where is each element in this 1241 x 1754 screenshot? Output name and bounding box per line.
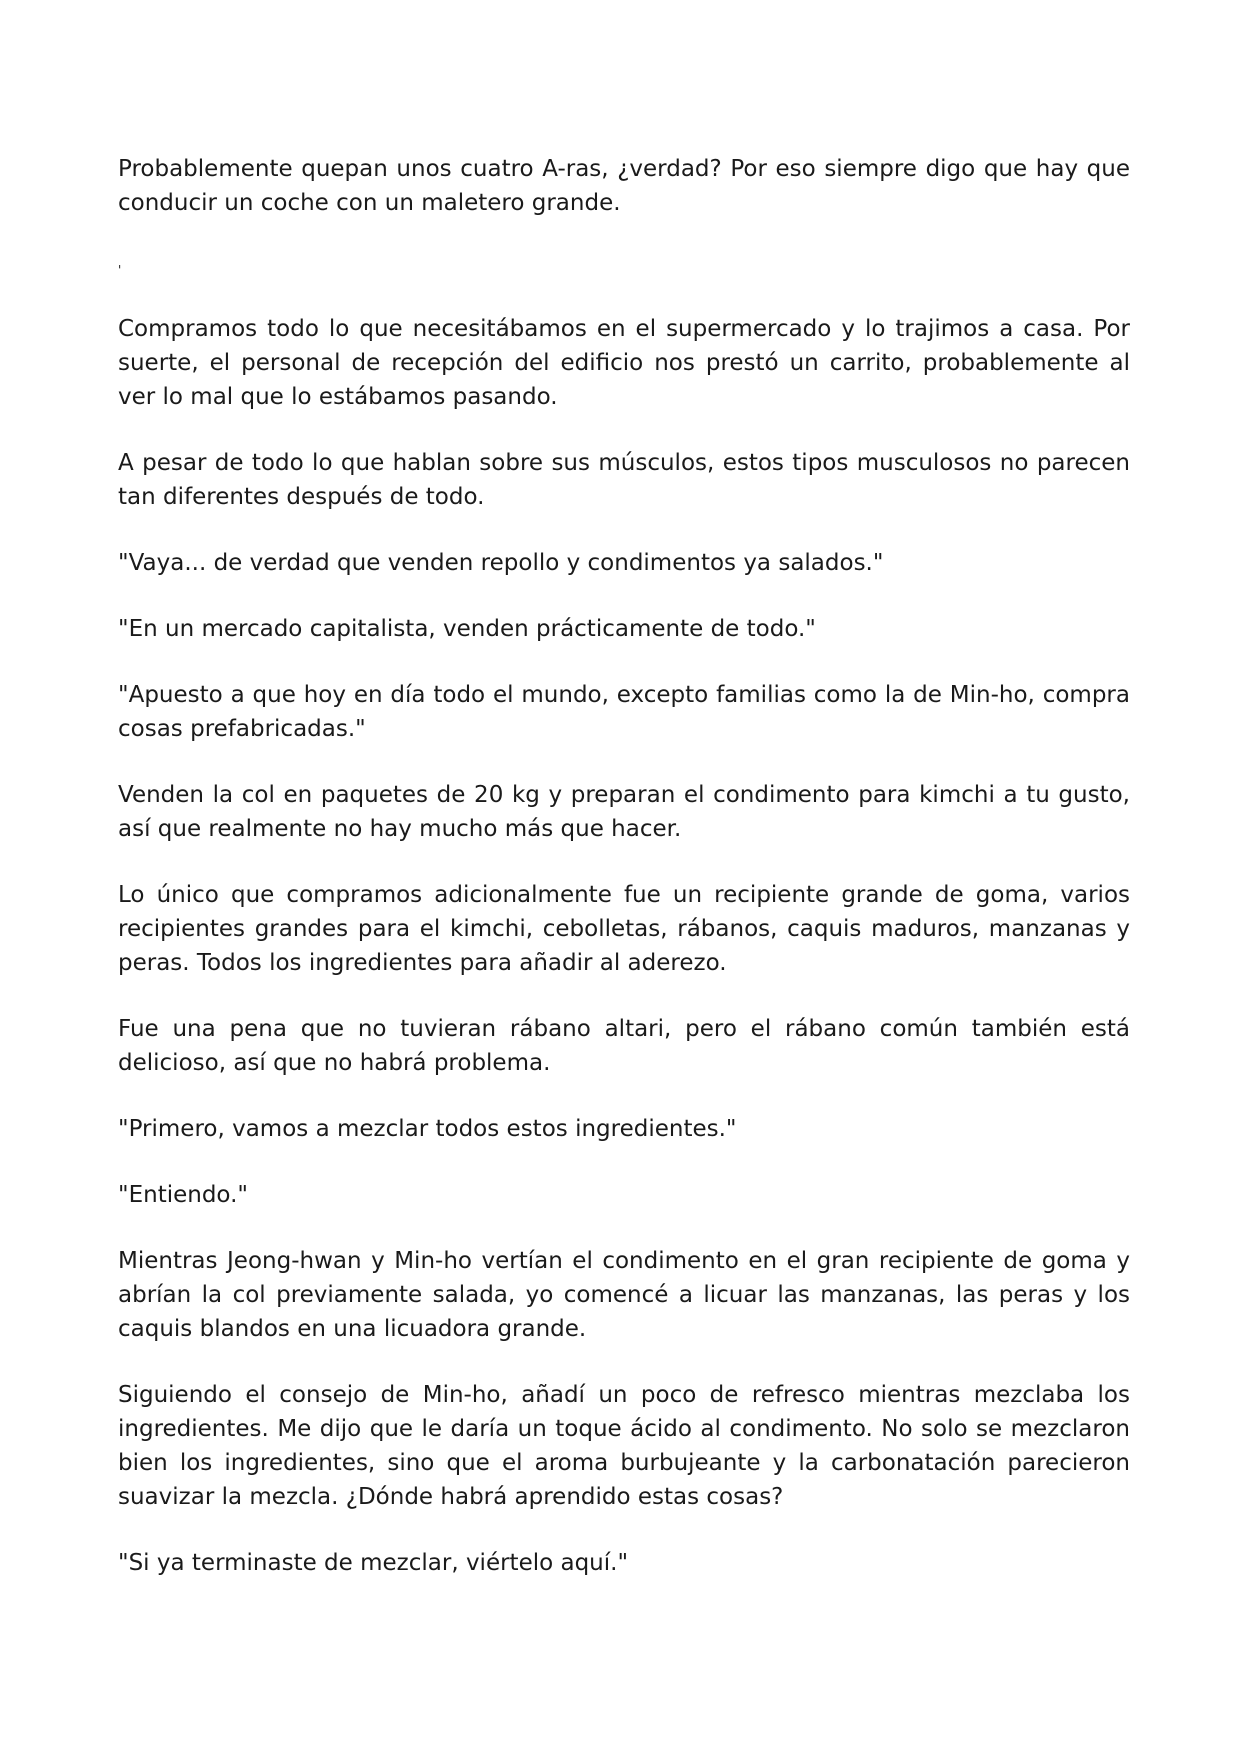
- paragraph: "Primero, vamos a mezclar todos estos ingredientes.": [118, 1116, 737, 1142]
- paragraph: "En un mercado capitalista, venden prácticamente de todo.": [118, 616, 816, 642]
- document-body: [118, 152, 1130, 1612]
- paragraph: "Si ya terminaste de mezclar, viértelo aquí.": [118, 1550, 629, 1576]
- stray-mark: ': [118, 263, 122, 277]
- paragraph: Venden la col en paquetes de 20 kg y preparan el condimento para kimchi a tu gusto, así que realmente no hay mucho más que hacer.: [118, 782, 1130, 842]
- paragraph: "Entiendo.": [118, 1182, 248, 1208]
- paragraph: "Vaya... de verdad que venden repollo y condimentos ya salados.": [118, 550, 884, 576]
- paragraph: A pesar de todo lo que hablan sobre sus músculos, estos tipos musculosos no parecen tan diferentes después de todo.: [118, 450, 1130, 510]
- paragraph: Mientras Jeong-hwan y Min-ho vertían el condimento en el gran recipiente de goma y abrían la col previamente salada, yo comencé a licuar las manzanas, las peras y los caquis blandos en una licuadora grande.: [118, 1248, 1130, 1342]
- paragraph: Siguiendo el consejo de Min-ho, añadí un poco de refresco mientras mezclaba los ingredientes. Me dijo que le daría un toque ácido al condimento. No solo se mezclaron bien los ingredientes, sino que el aroma burbujeante y la carbonatación parecieron suavizar la mezcla. ¿Dónde habrá aprendido estas cosas?: [118, 1382, 1130, 1510]
- paragraph: Compramos todo lo que necesitábamos en el supermercado y lo trajimos a casa. Por suerte, el personal de recepción del edificio nos prestó un carrito, probablemente al ver lo mal que lo estábamos pasando.: [118, 316, 1130, 410]
- paragraph: Probablemente quepan unos cuatro A-ras, ¿verdad? Por eso siempre digo que hay que conducir un coche con un maletero grande.: [118, 156, 1130, 216]
- paragraph: Fue una pena que no tuvieran rábano altari, pero el rábano común también está delicioso, así que no habrá problema.: [118, 1016, 1130, 1076]
- paragraph: Lo único que compramos adicionalmente fue un recipiente grande de goma, varios recipientes grandes para el kimchi, cebolletas, rábanos, caquis maduros, manzanas y peras. Todos los ingredientes para añadir al aderezo.: [118, 882, 1130, 976]
- paragraph: "Apuesto a que hoy en día todo el mundo, excepto familias como la de Min-ho, compra cosas prefabricadas.": [118, 682, 1130, 742]
